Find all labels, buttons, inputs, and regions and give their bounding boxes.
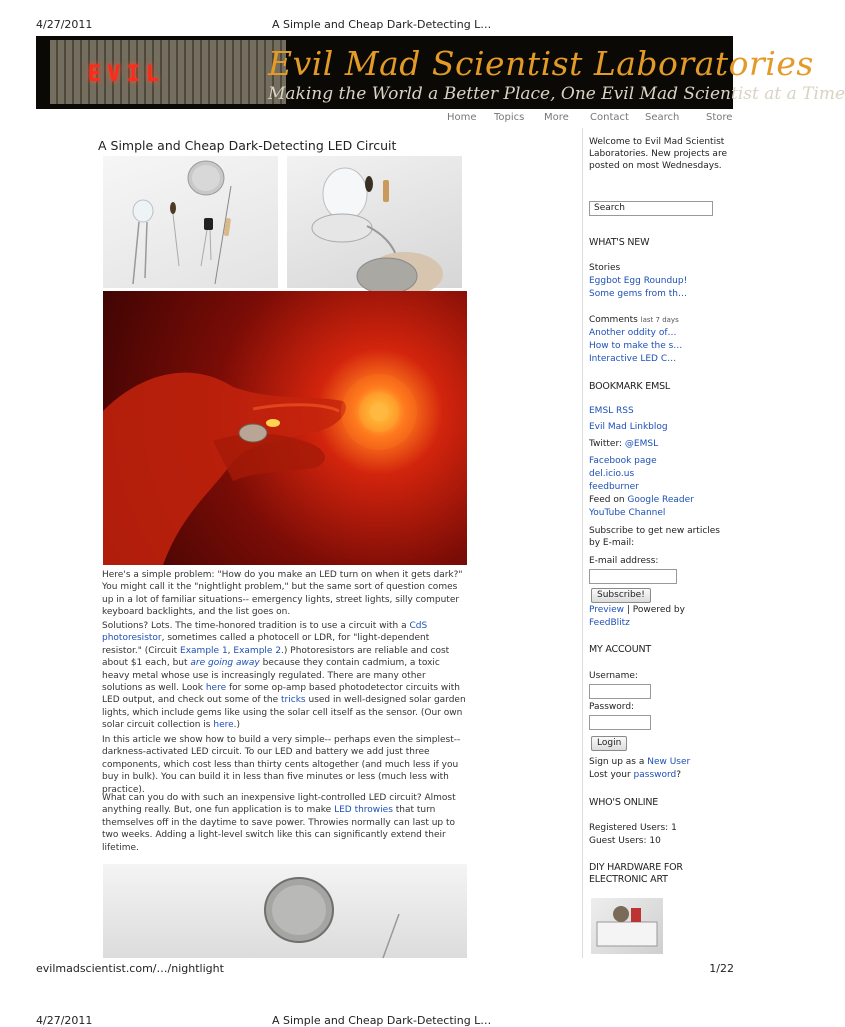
comments-text: Comments [589,315,638,325]
sidebar [582,128,734,958]
comments-period: last 7 days [640,316,679,324]
going-away-link[interactable] [190,658,259,668]
example-2-link[interactable]: Example 2 [233,645,282,656]
lost-password-line [589,769,733,781]
preview-link[interactable]: Preview [589,605,625,615]
feed-on-label: Feed on [589,495,628,505]
comment-link-1[interactable]: Another oddity of… [589,328,677,338]
nav-home[interactable]: Home [447,112,477,123]
p4-text-2: that turn themselves off in the daytime to save power. Throwies normally can last up to two weeks. Adding a light-level switch like this can significantly extend their lifetime. [102,805,456,853]
site-logo[interactable]: Evil Mad Scientist Laboratories [268,44,814,83]
password-link[interactable]: password [633,770,677,780]
p2-text-4: .) Photoresistors are reliable and cost about $1 each, but [102,645,450,669]
p4-text-1: What can you do with such an inexpensive light-controlled LED circuit? Almost anything really. But, one fun application is to make [102,793,456,816]
print-header [36,18,736,32]
article-title: A Simple and Cheap Dark-Detecting LED Circuit [98,138,397,153]
login-button[interactable]: Login [591,736,627,751]
tricks-link[interactable]: tricks [281,695,306,706]
new-user-link[interactable]: New User [647,757,691,767]
twitter-label: Twitter: [589,439,625,449]
example-1-link[interactable]: Example 1 [180,645,228,656]
username-field[interactable] [589,684,651,699]
story-link-2[interactable]: Some gems from th… [589,289,687,299]
password-label: Password: [589,702,635,712]
whats-new-heading: WHAT'S NEW [589,237,650,248]
emsl-rss-link[interactable]: EMSL RSS [589,406,634,416]
diy-hardware-heading: DIY HARDWARE FOR ELECTRONIC ART [589,862,683,885]
youtube-link[interactable]: YouTube Channel [589,508,666,518]
comments-label [589,314,733,326]
here-link-opamp[interactable]: here [205,683,227,694]
solutions-paragraph [102,620,466,732]
p2-text-5: because they contain cadmium, a toxic heavy metal whose use is increasingly regulated. There are many other solutions as well. Look [102,658,440,694]
comment-link-3[interactable]: Interactive LED C… [589,354,677,364]
signup-line [589,756,733,768]
password-field[interactable] [589,715,651,730]
p2-text-3: , [227,645,234,656]
going-away-text: are going away [190,658,260,669]
print-date: 4/27/2011 [36,18,93,31]
username-label: Username: [589,671,638,681]
assembled-led-photo[interactable] [287,156,462,288]
p2-text-6: for some op-amp based photodetector circuits with LED output, and check out some of the [102,683,461,706]
comment-link-2[interactable]: How to make the s… [589,341,683,351]
signup-text: Sign up as a [589,757,648,767]
facebook-link[interactable]: Facebook page [589,456,657,466]
top-nav [420,112,740,126]
linkblog-link[interactable]: Evil Mad Linkblog [589,422,668,432]
google-reader-line [589,494,733,506]
subscribe-text: Subscribe to get new articles by E-mail: [589,526,720,548]
google-reader-link[interactable]: Google Reader [627,495,694,505]
nav-topics[interactable]: Topics [494,112,525,123]
intro-paragraph: Here's a simple problem: "How do you make an LED turn on when it gets dark?" You might call it the "nightlight problem," but the same sort of question comes up in a lot of familiar situations-- emergency lights, street lights, silly computer keyboard backlights, and the list goes on. [102,570,463,618]
components-photo[interactable] [103,156,278,288]
nav-search[interactable]: Search [645,112,680,123]
article [94,128,578,958]
lost-text: Lost your [589,770,634,780]
print-page-number: 1/22 [709,962,734,975]
print-title-next: A Simple and Cheap Dark-Detecting L… [272,1014,492,1027]
registered-users: Registered Users: 1 [589,823,677,833]
p2-text-1: Solutions? Lots. The time-honored tradition is to use a circuit with a [102,621,410,631]
here-link-solar[interactable]: here [213,720,234,731]
bookmark-heading: BOOKMARK EMSL [589,381,671,392]
my-account-heading: MY ACCOUNT [589,644,651,655]
welcome-text: Welcome to Evil Mad Scientist Laboratories. New projects are posted on most Wednesdays. [589,137,727,171]
cds-photoresistor-link[interactable]: CdS photoresistor [102,621,428,644]
diy-hardware-image[interactable] [591,898,663,954]
site-banner[interactable] [36,36,845,109]
lost-suffix: ? [676,770,682,780]
story-link-1[interactable]: Eggbot Egg Roundup! [589,276,688,286]
powered-by-text: | Powered by [624,605,685,615]
whos-online-heading: WHO'S ONLINE [589,797,659,808]
subscribe-button[interactable]: Subscribe! [591,588,651,603]
p2-text-8: .) [233,720,241,731]
nav-contact[interactable]: Contact [590,112,629,123]
print-title: A Simple and Cheap Dark-Detecting L… [272,18,492,31]
nav-more[interactable]: More [544,112,569,123]
twitter-link[interactable]: @EMSL [624,439,659,449]
stories-label: Stories [589,263,621,273]
nav-store[interactable]: Store [706,112,733,123]
throwies-paragraph [102,792,466,854]
email-label: E-mail address: [589,556,659,566]
glowing-led-hand-photo[interactable] [103,291,467,565]
print-date-next: 4/27/2011 [36,1014,93,1027]
feedblitz-link[interactable]: FeedBlitz [589,618,630,628]
delicious-link[interactable]: del.icio.us [589,469,635,479]
led-throwies-link[interactable]: LED throwies [334,805,393,816]
site-tagline: Making the World a Better Place, One Evil Mad Scientist at a Time [268,84,845,104]
email-input[interactable] [589,569,677,584]
simple-circuit-paragraph: In this article we show how to build a very simple-- perhaps even the simplest-- darkness-activated LED circuit. To our LED and battery we add just three components, which cost less than thirty cents altogether (and much less if you buy in bulk). You can build it in less than five minutes or less (much less with practice). [102,735,461,795]
preview-line [589,604,733,616]
feedburner-link[interactable]: feedburner [589,482,639,492]
guest-users: Guest Users: 10 [589,836,661,846]
twitter-line [589,438,733,450]
p2-text-7: used in well-designed solar garden lights, which include gems like using the solar cell itself as the sensor. (Our own solar circuit collection is [102,695,466,731]
p2-text-2: , sometimes called a photocell or LDR, for "light-dependent resistor." (Circuit [102,633,430,656]
led-display: EVIL [88,62,165,87]
coin-battery-photo[interactable] [103,864,467,958]
print-url: evilmadscientist.com/…/nightlight [36,962,224,975]
search-input[interactable]: Search [589,201,713,216]
breadboard-image [50,40,286,104]
